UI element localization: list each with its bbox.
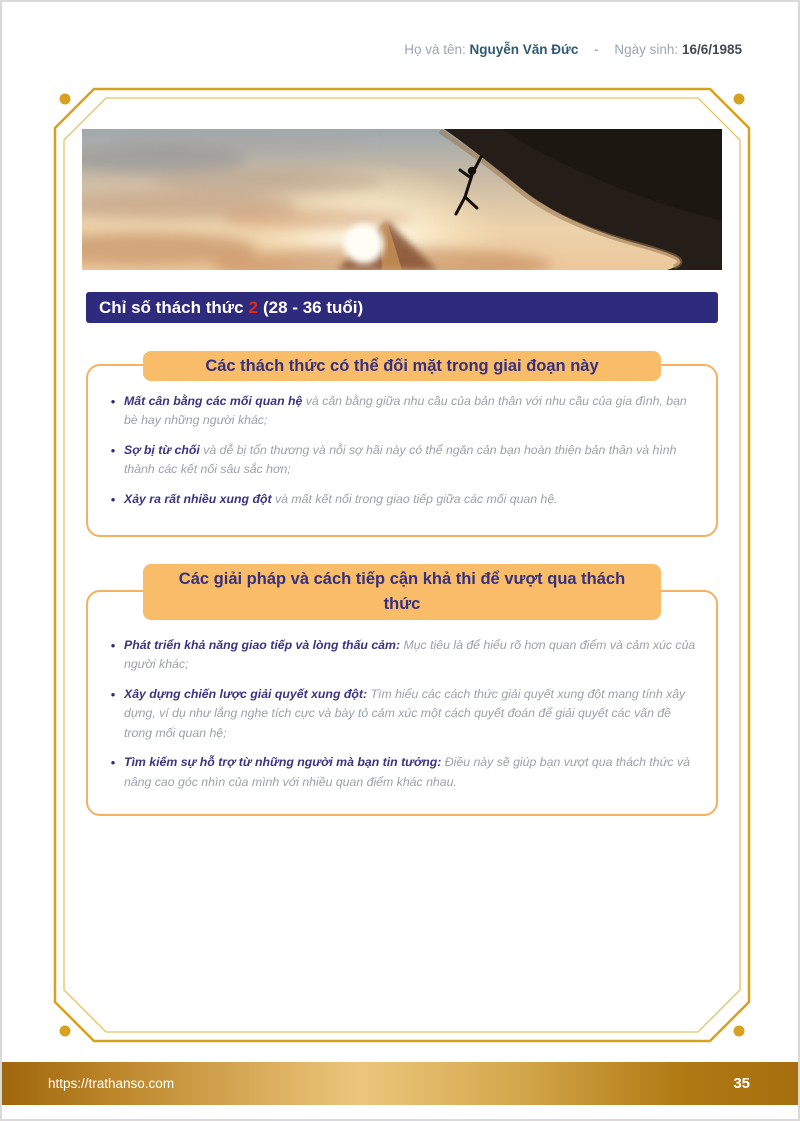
bullet-text: và cân bằng giữa nhu cầu của bản thân với nhu cầu của gia đình, bạn bè hay những người khác; — [124, 394, 687, 428]
bullet-dot: • — [110, 755, 116, 771]
bullet-text: và mất kết nối trong giao tiếp giữa các mối quan hệ. — [271, 491, 558, 506]
name-label: Họ và tên: — [404, 42, 466, 57]
solutions-box-title: Các giải pháp và cách tiếp cận khả thi để vượt qua thách thức — [143, 564, 661, 620]
bullet-lead: Xảy ra rất nhiều xung đột — [124, 491, 272, 506]
climber-illustration — [82, 129, 722, 270]
bullet-lead: Sợ bị từ chối — [124, 442, 200, 457]
sun-core — [344, 224, 384, 264]
bullet-lead: Xây dựng chiến lược giải quyết xung đột: — [124, 686, 368, 701]
bullet-lead: Mất cân bằng các mối quan hệ — [124, 394, 303, 408]
bullet-text: Điều này sẽ giúp bạn vượt qua thách thức và nâng cao góc nhìn của mình với nhiều quan điểm khác nhau. — [124, 755, 690, 789]
dob-label: Ngày sinh: — [614, 42, 679, 57]
page-number: 35 — [733, 1075, 750, 1092]
bullet-dot: • — [110, 638, 116, 653]
banner-number: 2 — [248, 297, 259, 317]
bullet-dot: • — [110, 491, 116, 507]
page-header — [404, 42, 742, 57]
challenges-bullet-list — [88, 366, 716, 510]
solutions-bullet-list — [88, 592, 716, 792]
dob-value: 16/6/1985 — [681, 42, 742, 57]
bullet-lead: Phát triển khả năng giao tiếp và lòng thấu cảm: — [124, 638, 401, 652]
bullet-lead: Tìm kiếm sự hỗ trợ từ những người mà bạn tin tưởng: — [124, 755, 442, 770]
header-separator: - — [594, 42, 599, 57]
name-value: Nguyễn Văn Đức — [469, 42, 579, 57]
bullet-dot: • — [110, 686, 116, 702]
challenges-box — [86, 356, 718, 537]
list-item — [102, 490, 696, 511]
banner-prefix: Chỉ số thách thức — [99, 297, 244, 317]
challenges-box-title: Các thách thức có thể đối mặt trong giai đoạn này — [143, 351, 661, 381]
list-item — [102, 392, 696, 431]
bullet-text: và dễ bị tổn thương và nỗi sợ hãi này có thể ngăn cản bạn hoàn thiện bản thân và hình thành các kết nối sâu sắc hơn; — [124, 442, 677, 477]
list-item — [102, 685, 696, 743]
list-item — [102, 636, 696, 675]
hero-image — [82, 129, 722, 270]
solutions-box — [86, 570, 718, 816]
bullet-dot: • — [110, 442, 116, 458]
page-footer — [2, 1062, 798, 1105]
section-banner — [86, 292, 718, 323]
bullet-dot: • — [110, 394, 116, 409]
banner-suffix: (28 - 36 tuổi) — [263, 297, 364, 317]
bullet-text: Tìm hiểu các cách thức giải quyết xung đột mang tính xây dựng, ví dụ như lắng nghe tích cực và bày tỏ cảm xúc một cách quyết đoán để giải quyết các vấn đề trong mối quan hệ; — [124, 686, 686, 740]
list-item — [102, 753, 696, 792]
website-link[interactable]: https://trathanso.com — [48, 1076, 175, 1091]
bullet-text: Mục tiêu là để hiểu rõ hơn quan điểm và cảm xúc của người khác; — [124, 638, 696, 672]
list-item — [102, 441, 696, 480]
